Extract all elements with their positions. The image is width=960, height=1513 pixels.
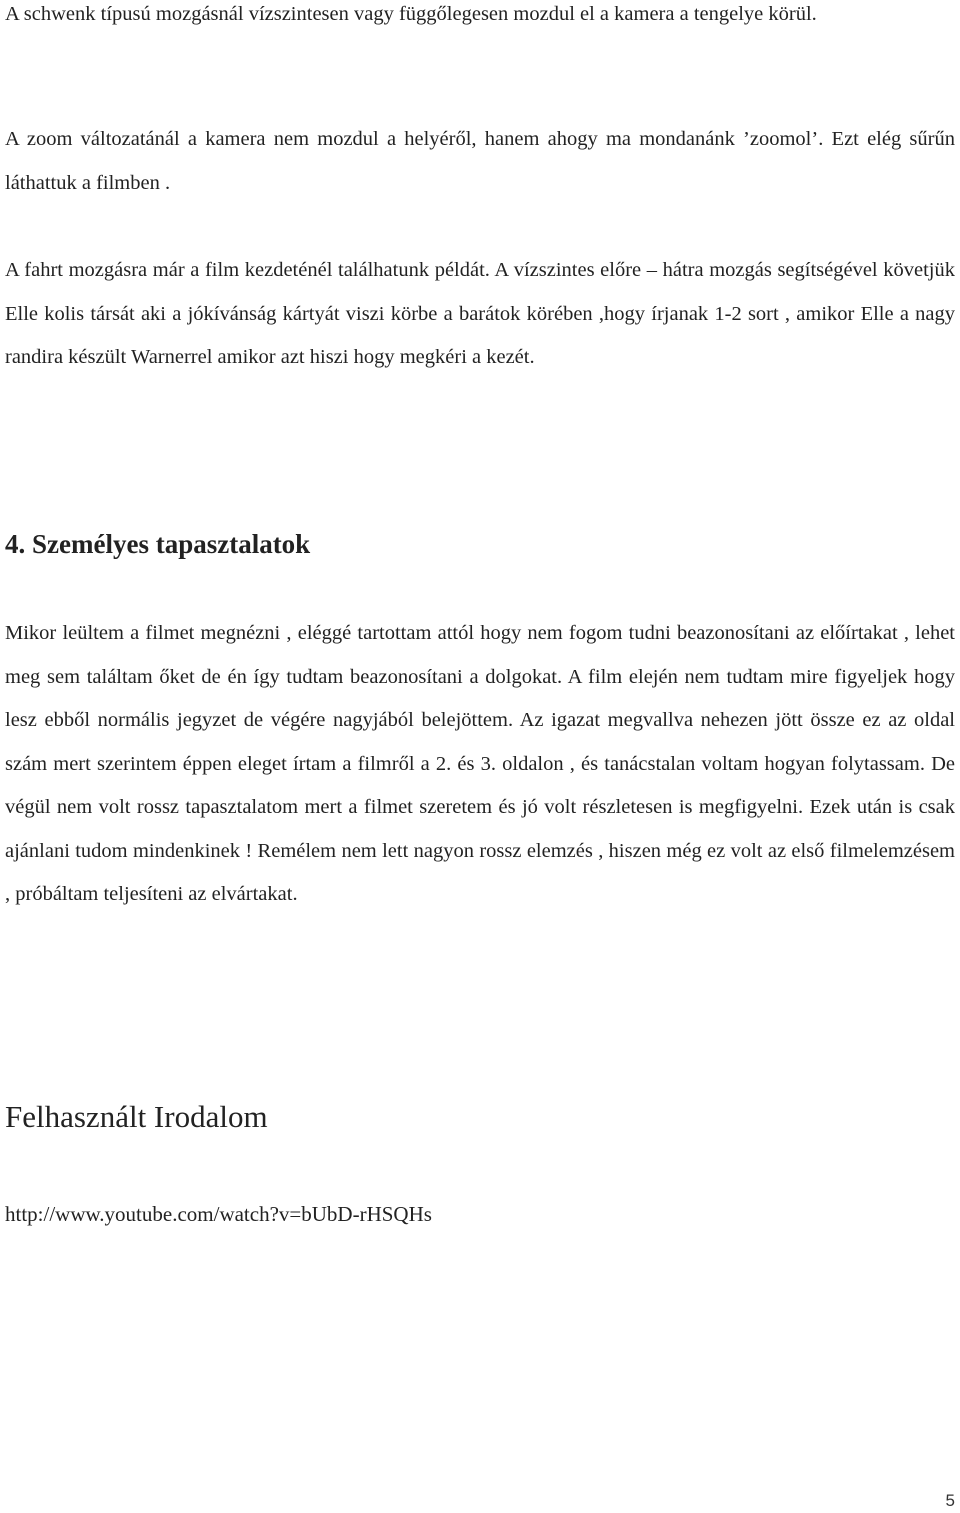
references-heading: Felhasznált Irodalom	[5, 1099, 268, 1134]
reference-link[interactable]: http://www.youtube.com/watch?v=bUbD-rHSQHs	[5, 1202, 432, 1226]
section-heading: 4. Személyes tapasztalatok	[5, 529, 311, 559]
paragraph-fahrt: A fahrt mozgásra már a film kezdeténél találhatunk példát. A vízszintes előre – hátra mozgás segítségével követjük Elle kolis társát aki a jókívánság kártyát viszi körbe a barátok körében ,hogy írjanak 1-2 sort , amikor Elle a nagy randira készült Warnerrel amikor azt hiszi hogy megkéri a kezét.	[5, 259, 955, 368]
paragraph-schwenk: A schwenk típusú mozgásnál vízszintesen vagy függőlegesen mozdul el a kamera a tengelye körül.	[5, 3, 817, 25]
paragraph-personal-experience: Mikor leültem a filmet megnézni , eléggé tartottam attól hogy nem fogom tudni beazonosítani az előírtakat , lehet meg sem találtam őket de én így tudtam beazonosítani a dolgokat. A film elején nem tudtam mire figyeljek hogy lesz ebből normális jegyzet de végére nagyjából belejöttem. Az igazat megvallva nehezen jött össze ez az oldal szám mert szerintem éppen eleget írtam a filmről a 2. és 3. oldalon , és tanácstalan voltam hogyan folytassam. De végül nem volt rossz tapasztalatom mert a filmet szeretem és jó volt részletesen is megfigyelni. Ezek után is csak ajánlani tudom mindenkinek ! Remélem nem lett nagyon rossz elemzés , hiszen még ez volt az első filmelemzésem , próbáltam teljesíteni az elvártakat.	[5, 622, 955, 905]
paragraph-zoom: A zoom változatánál a kamera nem mozdul a helyéről, hanem ahogy ma mondanánk ’zoomol’. Ezt elég sűrűn láthattuk a filmben .	[5, 128, 955, 194]
page-number: 5	[945, 1491, 955, 1510]
